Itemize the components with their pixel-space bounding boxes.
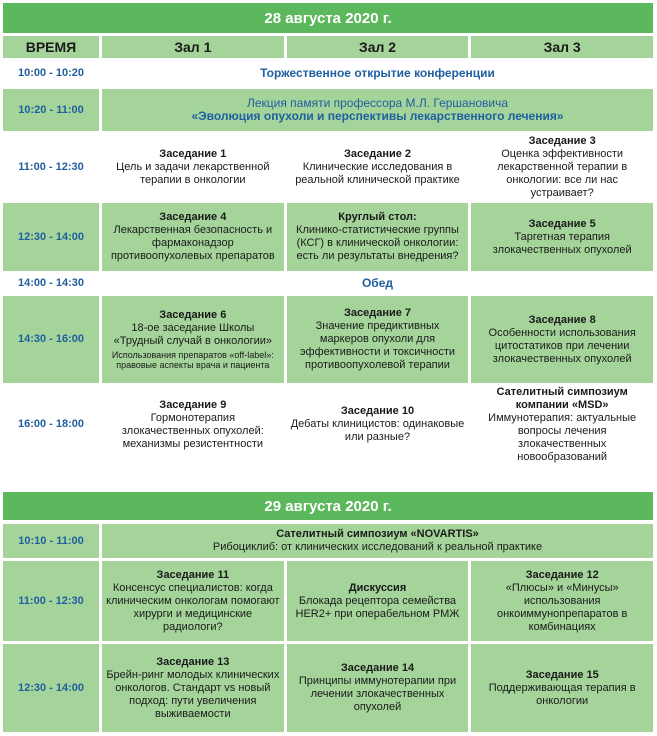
time-cell: 11:00 - 12:30: [3, 561, 99, 641]
opening-ceremony: Торжественное открытие конференции: [102, 61, 653, 86]
session-text: Рибоциклиб: от клинических исследований к реальной практике: [212, 541, 543, 553]
lunch-break: Обед: [102, 274, 653, 293]
time-cell: 14:30 - 16:00: [3, 296, 99, 383]
session-title: Заседание 15: [525, 668, 599, 681]
time-cell: 14:00 - 14:30: [3, 274, 99, 293]
session-cell: [102, 386, 284, 463]
session-text: Консенсус специалистов: когда клиническим онкологам помогают хирурги и медицинские радиологи?: [106, 581, 280, 633]
session-cell: [102, 561, 284, 641]
time-cell: 12:30 - 14:00: [3, 644, 99, 732]
session-cell: [287, 644, 469, 732]
session-title: Заседание 6: [159, 309, 227, 321]
session-title: Заседание 9: [159, 398, 227, 411]
session-cell: [287, 561, 469, 641]
day2-header: 29 августа 2020 г.: [3, 492, 653, 520]
time-cell: 10:20 - 11:00: [3, 89, 99, 131]
session-text: Клинико-статистические группы (КСГ) в клинической онкологии: есть ли результаты внедрения?: [296, 224, 459, 262]
session-text: Дебаты клиницистов: одинаковые или разные?: [290, 418, 465, 443]
col-header-hall-1: Зал 1: [102, 36, 284, 58]
session-title: Заседание 5: [528, 217, 596, 230]
session-cell: [287, 134, 469, 200]
day2-schedule-table: [3, 524, 653, 732]
session-title: Заседание 8: [528, 313, 596, 326]
session-title: Заседание 7: [343, 307, 412, 319]
time-cell: 12:30 - 14:00: [3, 203, 99, 271]
session-title: Сателитный симпозиум «NOVARTIS»: [276, 528, 479, 540]
session-note: Использования препаратов «off-label»: правовые аспекты врача и пациента: [111, 350, 274, 370]
session-text: 18-ое заседание Школы «Трудный случай в онкологии»: [113, 322, 273, 347]
memorial-lecture: [102, 89, 653, 131]
session-title: Заседание 14: [340, 662, 415, 674]
satellite-symposium: [102, 524, 653, 558]
session-title: Заседание 2: [343, 147, 412, 160]
session-text: «Плюсы» и «Минусы» использования онкоиммунопрепаратов в комбинациях: [496, 581, 628, 633]
session-title: Сателитный симпозиум компании «MSD»: [496, 386, 628, 411]
day1-header: 28 августа 2020 г.: [3, 3, 653, 33]
session-cell: [471, 561, 653, 641]
session-title: Заседание 1: [159, 147, 227, 160]
session-text: Лекарственная безопасность и фармаконадзор противоопухолевых препаратов: [110, 224, 275, 262]
session-title: Круглый стол:: [338, 211, 417, 223]
session-text: Оценка эффективности лекарственной терапии в онкологии: все ли нас устраивает?: [497, 147, 628, 199]
session-cell: [287, 386, 469, 463]
session-text: Цель и задачи лекарственной терапии в онкологии: [116, 160, 270, 186]
session-cell: [102, 134, 284, 200]
session-title: Заседание 10: [340, 405, 415, 417]
session-text: Поддерживающая терапия в онкологии: [488, 681, 636, 707]
session-cell: [102, 296, 284, 383]
col-header-time: ВРЕМЯ: [3, 36, 99, 58]
session-text: Гормонотерапия злокачественных опухолей: механизмы резистентности: [121, 411, 264, 450]
session-title: Дискуссия: [348, 581, 407, 594]
session-title: Заседание 11: [156, 568, 230, 581]
time-cell: 10:10 - 11:00: [3, 524, 99, 558]
time-cell: 11:00 - 12:30: [3, 134, 99, 200]
session-text: Принципы иммунотерапии при лечении злокачественных опухолей: [298, 675, 457, 713]
session-title: Заседание 13: [156, 655, 230, 668]
session-cell: [471, 644, 653, 732]
session-cell: [471, 386, 653, 463]
time-cell: 10:00 - 10:20: [3, 61, 99, 86]
session-title: Заседание 4: [159, 211, 227, 223]
lecture-subtitle: Лекция памяти профессора М.Л. Гершановича: [246, 96, 509, 110]
session-cell: [102, 644, 284, 732]
session-cell: [471, 296, 653, 383]
session-cell: [287, 296, 469, 383]
session-cell: [102, 203, 284, 271]
col-header-hall-2: Зал 2: [287, 36, 469, 58]
session-text: Особенности использования цитостатиков при лечении злокачественных опухолей: [488, 326, 636, 365]
lecture-title: «Эволюция опухоли и перспективы лекарственного лечения»: [191, 109, 564, 123]
session-cell: [471, 134, 653, 200]
session-text: Брейн-ринг молодых клинических онкологов. Стандарт vs новый подход: пути увеличения выживаемости: [106, 668, 280, 720]
session-title: Заседание 3: [528, 134, 596, 147]
session-text: Таргетная терапия злокачественных опухолей: [492, 230, 632, 256]
session-text: Блокада рецептора семейства HER2+ при операбельном РМЖ: [295, 594, 460, 620]
session-text: Клинические исследования в реальной клинической практике: [295, 160, 460, 186]
time-cell: 16:00 - 18:00: [3, 386, 99, 463]
col-header-hall-3: Зал 3: [471, 36, 653, 58]
session-title: Заседание 12: [525, 568, 599, 581]
session-cell: [287, 203, 469, 271]
session-cell: [471, 203, 653, 271]
session-text: Иммунотерапия: актуальные вопросы лечения злокачественных новообразований: [488, 411, 637, 463]
session-text: Значение предиктивных маркеров опухоли для эффективности и токсичности противоопухолевой терапии: [299, 320, 456, 371]
day1-schedule-table: [3, 36, 653, 463]
